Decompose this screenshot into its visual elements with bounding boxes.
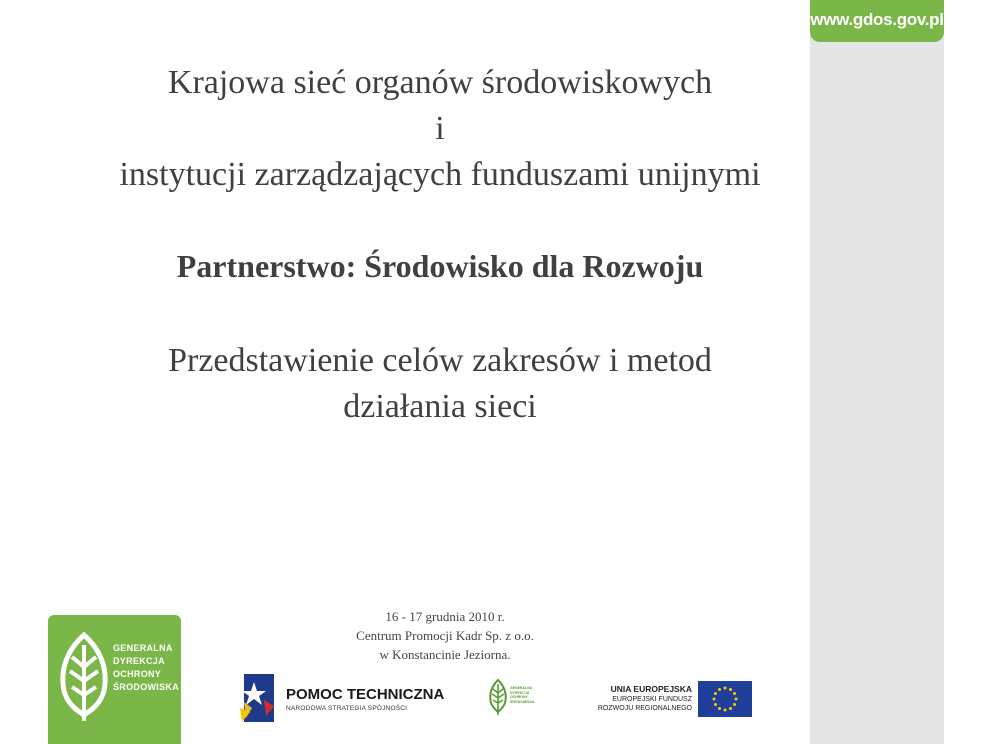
gdos-small-name-line: DYREKCJA (510, 690, 530, 695)
eu-star (713, 698, 716, 701)
gdos-small-logo (488, 678, 538, 718)
eu-fund-line: ROZWOJU REGIONALNEGO (597, 705, 692, 712)
slide-description (60, 338, 820, 430)
eu-star (733, 703, 736, 706)
gdos-name-line: DYREKCJA (113, 656, 165, 666)
title-line: Krajowa sieć organów środowiskowych (167, 64, 713, 101)
eu-star (729, 688, 732, 691)
slide-title (60, 60, 820, 198)
gdos-small-name (510, 686, 535, 704)
eu-star (733, 692, 736, 695)
eu-flag-icon (698, 681, 752, 717)
title-line: instytucji zarządzających funduszami unijnymi (119, 156, 761, 193)
gdos-name-line: GENERALNA (113, 643, 173, 653)
leaf-icon (56, 631, 112, 723)
eu-star (724, 687, 727, 690)
eu-star (714, 703, 717, 706)
gdos-name (113, 642, 179, 694)
leaf-icon (488, 678, 508, 716)
event-info (300, 607, 590, 664)
gdos-name-line: ŚRODOWISKA (113, 682, 179, 692)
slide-subtitle: Partnerstwo: Środowisko dla Rozwoju (176, 248, 704, 284)
event-date: 16 - 17 grudnia 2010 r. (385, 609, 505, 624)
gdos-small-name-line: ŚRODOWISKA (510, 699, 535, 704)
eu-star (729, 707, 732, 710)
gdos-small-name-line: OCHRONY (510, 695, 528, 699)
gdos-small-name-line: GENERALNA (510, 686, 533, 690)
pomoc-techniczna-subtitle: NARODOWA STRATEGIA SPÓJNOŚCI (286, 705, 408, 712)
eu-stars (698, 681, 752, 717)
event-location: w Konstancinie Jeziorna. (379, 647, 511, 662)
eu-logo (597, 681, 752, 719)
eu-star (718, 707, 721, 710)
website-url[interactable]: www.gdos.gov.pl (810, 0, 944, 42)
eu-title: UNIA EUROPEJSKA (610, 684, 692, 694)
title-line: i (435, 110, 445, 147)
gdos-logo (48, 615, 181, 744)
side-band (810, 0, 944, 744)
eu-star (714, 692, 717, 695)
event-venue: Centrum Promocji Kadr Sp. z o.o. (356, 628, 534, 643)
pomoc-techniczna-title: POMOC TECHNICZNA (286, 686, 445, 703)
description-line: działania sieci (343, 388, 537, 425)
nss-star-icon (240, 672, 280, 724)
eu-star (724, 709, 727, 712)
eu-fund-line: EUROPEJSKI FUNDUSZ (612, 696, 692, 703)
eu-star (718, 688, 721, 691)
eu-logo-text (598, 684, 692, 713)
gdos-name-line: OCHRONY (113, 669, 162, 679)
eu-star (735, 698, 738, 701)
pomoc-techniczna-logo (240, 672, 445, 724)
description-line: Przedstawienie celów zakresów i metod (168, 342, 712, 379)
